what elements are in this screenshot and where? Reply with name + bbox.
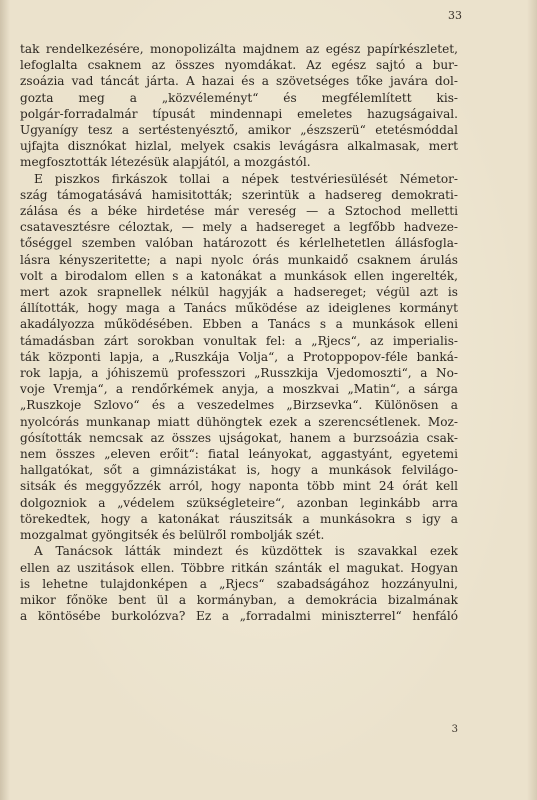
text-line: gozta meg a „közvéleményt“ és megfélemlített kis-: [20, 90, 458, 105]
text-line: is lehetne tulajdonképen a „Rjecs“ szabadságához hozzányulni,: [20, 576, 458, 591]
text-line: Ugyanígy tesz a sertéstenyésztő, amikor „észszerü“ etetésmóddal: [20, 123, 458, 138]
page-left-edge-shadow: [0, 0, 10, 800]
text-line: sitsák és meggyőzzék arról, hogy naponta több mint 24 órát kell: [20, 479, 458, 494]
text-line: tak rendelkezésére, monopolizálta majdnem az egész papírkészletet,: [20, 42, 458, 56]
paragraph-1: [20, 41, 458, 171]
text-line: megfosztották létezésük alapjától, a mozgástól.: [20, 155, 311, 170]
text-line: állították, hogy maga a Tanács működése az ideiglenes kormányt: [20, 301, 458, 316]
text-line: zsoázia vad táncát járta. A hazai és a szövetséges tőke javára dol-: [20, 74, 458, 89]
text-line: törekedtek, hogy a katonákat ráuszitsák a munkásokra s igy a: [20, 511, 458, 526]
printer-signature-mark: 3: [451, 724, 458, 735]
text-line: tőséggel szemben valóban határozott és kérlelhetetlen állásfogla-: [20, 236, 458, 251]
text-line: csatavesztésre céloztak, — mely a hadsereget a legfőbb hadveze-: [20, 220, 458, 235]
text-line: dolgozniok a „védelem szükségleteire“, azonban leginkább arra: [20, 495, 458, 510]
paragraph-3: [20, 543, 458, 624]
text-line: ujfajta disznókat hizlal, melyek csakis levágásra alkalmasak, mert: [20, 139, 458, 154]
paragraph-2: [20, 171, 458, 544]
page-right-edge-shadow: [527, 0, 537, 800]
text-line: a köntösébe burkolózva? Ez a „forradalmi miniszterrel“ henfáló: [20, 609, 458, 624]
text-line: mikor főnöke bent ül a kormányban, a demokrácia bizalmának: [20, 592, 458, 607]
text-line: akadályozza működésében. Ebben a Tanács s a munkások elleni: [20, 317, 458, 332]
text-line: lefoglalta csaknem az összes nyomdákat. Az egész sajtó a bur-: [20, 58, 458, 73]
text-line: gósították nemcsak az összes ujságokat, hanem a burzsoázia csak-: [20, 430, 458, 445]
text-line: polgár-forradalmár típusát mindennapi emeletes hazugságaival.: [20, 106, 458, 121]
text-line: A Tanácsok látták mindezt és küzdöttek is szavakkal ezek: [34, 544, 458, 559]
text-line: támadásban zárt sorokban vonultak fel: a „Rjecs“, az imperialis-: [20, 333, 458, 348]
text-line: zálása és a béke hirdetése már vereség — a Sztochod melletti: [20, 204, 458, 219]
text-line: E piszkos firkászok tollai a népek testvériesülését Németor-: [34, 171, 458, 186]
text-line: hallgatókat, sőt a gimnázistákat is, hogy a munkások felvilágo-: [20, 463, 458, 478]
text-line: rok lapja, a jóhiszemü professzori „Russzkija Vjedomoszti“, a No-: [20, 366, 458, 381]
text-line: lásra kényszeritette; a napi nyolc órás munkaidő csaknem árulás: [20, 252, 458, 267]
text-line: ták központi lapja, a „Ruszkája Volja“, a Protoppopov-féle banká-: [20, 349, 458, 364]
text-line: szág támogatásává hamisitották; szerintük a hadsereg demokrati-: [20, 187, 458, 202]
text-line: volt a birodalom ellen s a katonákat a munkások ellen ingerelték,: [20, 268, 458, 283]
text-line: „Ruszkoje Szlovo“ és a veszedelmes „Birzsevka“. Különösen a: [20, 398, 458, 413]
text-line: mozgalmat gyöngitsék és belülről rombolják szét.: [20, 528, 325, 543]
page-number: 33: [448, 9, 462, 22]
text-line: ellen az uszitások ellen. Többre ritkán szánták el magukat. Hogyan: [20, 560, 458, 575]
text-line: mert azok srapnellek nélkül hagyják a hadsereget; végül azt is: [20, 285, 458, 300]
text-line: nyolcórás munkanap miatt dühöngtek ezek a szerencsétlenek. Moz-: [20, 414, 458, 429]
text-line: nem összes „eleven erőit“: fiatal leányokat, aggastyánt, egyetemi: [20, 447, 458, 462]
body-text: [20, 41, 458, 624]
text-line: voje Vremja“, a rendőrkémek anyja, a moszkvai „Matin“, a sárga: [20, 382, 458, 397]
